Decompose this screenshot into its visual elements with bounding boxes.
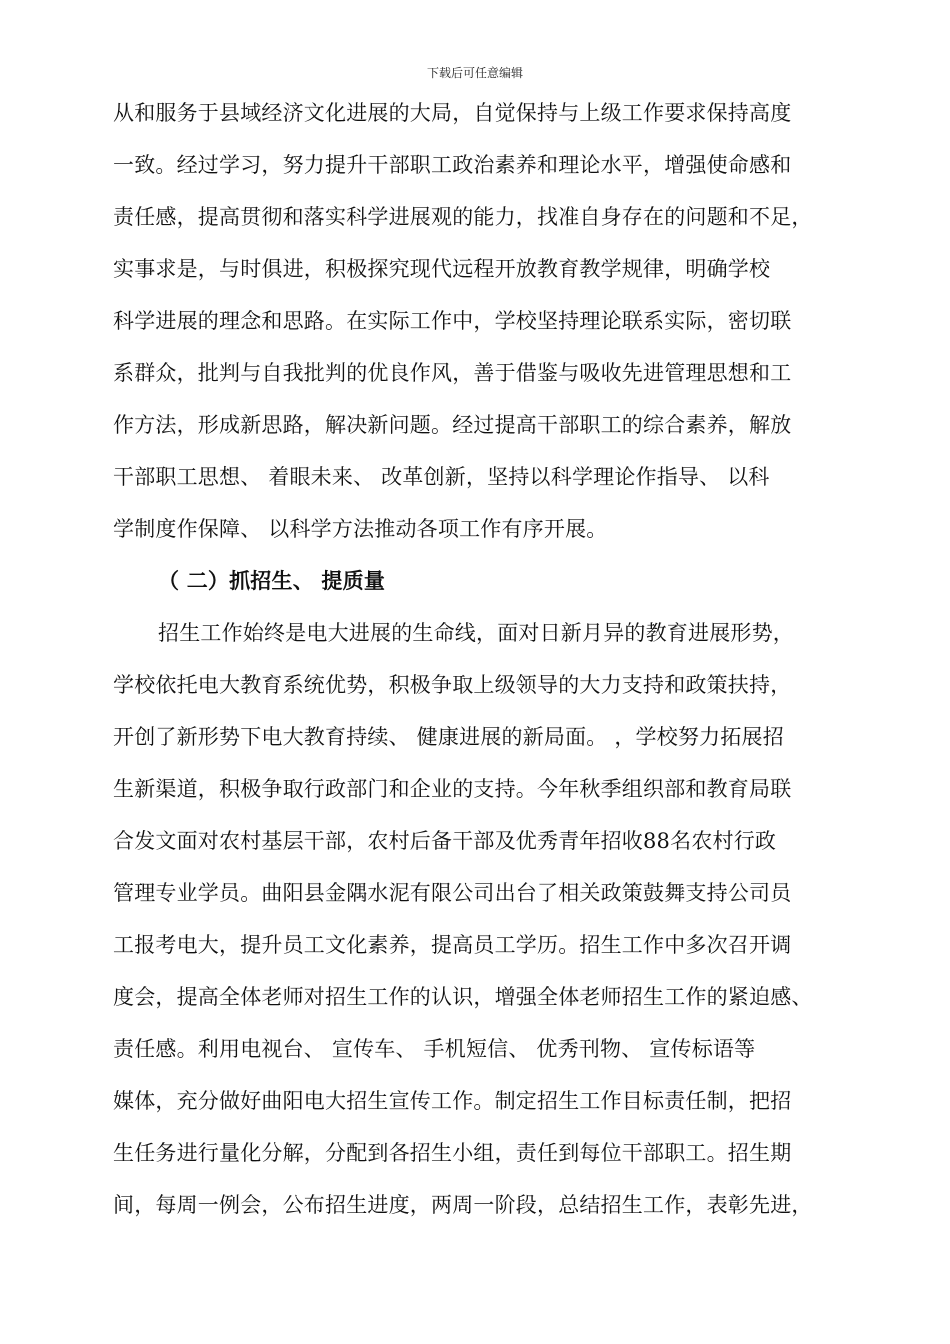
text-line: 招生工作始终是电大进展的生命线，面对日新月异的教育进展形势， [158,621,794,645]
text-line: 开创了新形势下电大教育持续、 健康进展的新局面。 ，学校努力拓展招 [113,725,784,749]
text-line: 度会，提高全体老师对招生工作的认识，增强全体老师招生工作的紧迫感、 [113,985,813,1009]
text-line: 学制度作保障、 以科学方法推动各项工作有序开展。 [113,517,608,541]
text-line: 实事求是，与时俱进，积极探究现代远程开放教育教学规律，明确学校 [113,257,771,281]
page-header: 下载后可任意编辑 [426,66,523,80]
text-line: 责任感。利用电视台、 宣传车、 手机短信、 优秀刊物、 宣传标语等 [113,1037,756,1061]
text-line: 责任感，提高贯彻和落实科学进展观的能力，找准自身存在的问题和不足， [113,205,813,229]
text-line: 系群众，批判与自我批判的优良作风，善于借鉴与吸收先进管理思想和工 [113,361,792,385]
text-line: 学校依托电大教育系统优势，积极争取上级领导的大力支持和政策扶持， [113,673,792,697]
text-line: 科学进展的理念和思路。在实际工作中，学校坚持理论联系实际，密切联 [113,309,792,333]
text-line: 一致。经过学习，努力提升干部职工政治素养和理论水平，增强使命感和 [113,153,792,177]
text-line: 间，每周一例会，公布招生进度，两周一阶段，总结招生工作，表彰先进， [113,1193,813,1217]
section-heading: （ 二）抓招生、 提质量 [158,568,386,593]
text-line: 生任务进行量化分解，分配到各招生小组，责任到每位干部职工。招生期 [113,1141,792,1165]
text-line: 干部职工思想、 着眼未来、 改革创新，坚持以科学理论作指导、 以科 [113,465,770,489]
text-line: 合发文面对农村基层干部，农村后备干部及优秀青年招收88名农村行政 [113,829,777,853]
text-line: 媒体，充分做好曲阳电大招生宣传工作。制定招生工作目标责任制，把招 [113,1089,792,1113]
text-line: 工报考电大，提升员工文化素养，提高员工学历。招生工作中多次召开调 [113,933,792,957]
text-line: 生新渠道，积极争取行政部门和企业的支持。今年秋季组织部和教育局联 [113,777,792,801]
text-line: 管理专业学员。曲阳县金隅水泥有限公司出台了相关政策鼓舞支持公司员 [113,881,792,905]
text-line: 作方法，形成新思路，解决新问题。经过提高干部职工的综合素养，解放 [113,413,792,437]
text-line: 从和服务于县域经济文化进展的大局，自觉保持与上级工作要求保持高度 [113,101,792,125]
